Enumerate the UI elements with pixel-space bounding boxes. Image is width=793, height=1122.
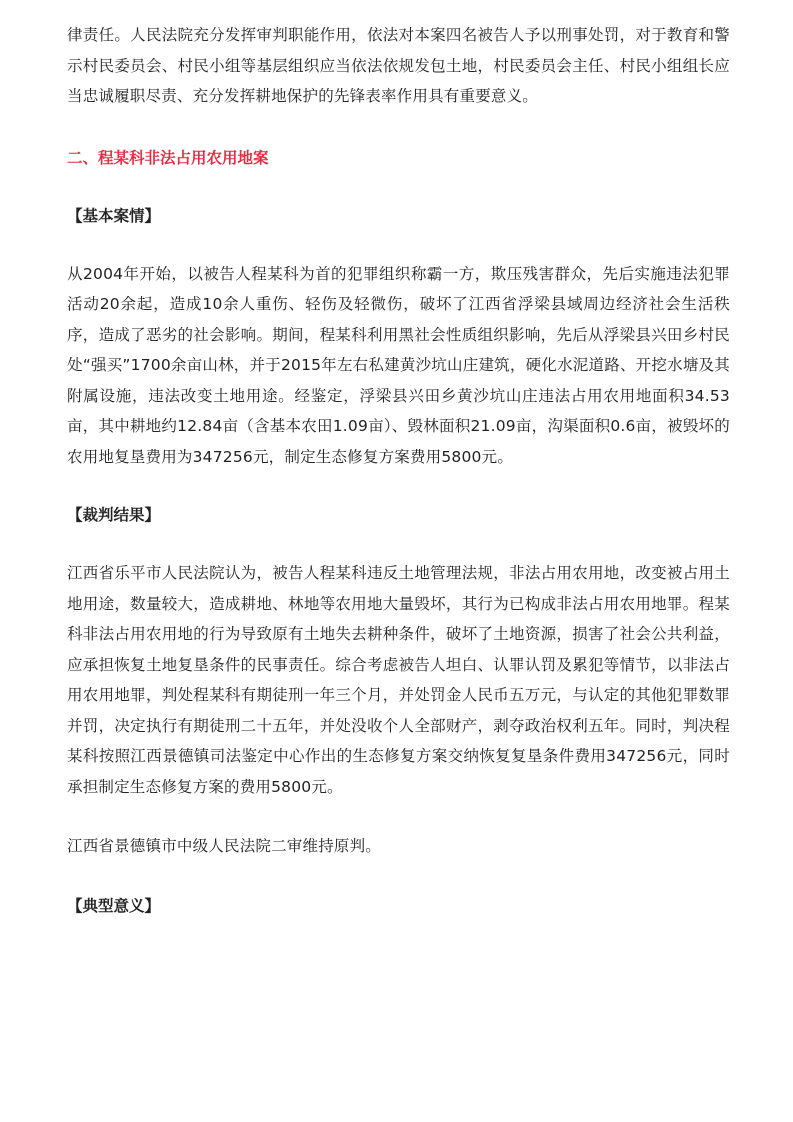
case-title: 二、程某科非法占用农用地案 (67, 148, 269, 167)
judgment-paragraph: 江西省乐平市人民法院认为，被告人程某科违反土地管理法规，非法占用农用地，改变被占用土地用途，数量较大，造成耕地、林地等农用地大量毁坏，其行为已构成非法占用农用地罪。程某科非法占用农用地的行为导致原有土地失去耕种条件，破坏了土地资源，损害了社会公共利益，应承担恢复土地复垦条件的民事责任。综合考虑被告人坦白、认罪认罚及累犯等情节，以非法占用农用地罪，判处程某科有期徒刑一年三个月，并处罚金人民币五万元，与认定的其他犯罪数罪并罚，决定执行有期徒刑二十五年，并处没收个人全部财产，剥夺政治权利五年。同时，判决程某科按照江西景德镇司法鉴定中心作出的生态修复方案交纳恢复复垦条件费用347256元，同时承担制定生态修复方案的费用5800元。 (67, 564, 730, 796)
basic-facts-heading: 【基本案情】 (67, 206, 161, 225)
document-page (67, 20, 730, 921)
appeal-paragraph: 江西省景德镇市中级人民法院二审维持原判。 (67, 837, 382, 855)
continuation-paragraph: 律责任。人民法院充分发挥审判职能作用，依法对本案四名被告人予以刑事处罚，对于教育和警示村民委员会、村民小组等基层组织应当依法依规发包土地，村民委员会主任、村民小组组长应当忠诚履职尽责、充分发挥耕地保护的先锋表率作用具有重要意义。 (67, 26, 730, 105)
basic-facts-paragraph: 从2004年开始，以被告人程某科为首的犯罪组织称霸一方，欺压残害群众，先后实施违法犯罪活动20余起，造成10余人重伤、轻伤及轻微伤，破坏了江西省浮梁县域周边经济社会生活秩序，造成了恶劣的社会影响。期间，程某科利用黑社会性质组织影响，先后从浮梁县兴田乡村民处“强买”1700余亩山林，并于2015年左右私建黄沙坑山庄建筑，硬化水泥道路、开挖水塘及其附属设施，违法改变土地用途。经鉴定，浮梁县兴田乡黄沙坑山庄违法占用农用地面积34.53亩，其中耕地约12.84亩（含基本农田1.09亩）、毁林面积21.09亩，沟渠面积0.6亩，被毁坏的农用地复垦费用为347256元，制定生态修复方案费用5800元。 (67, 264, 730, 466)
significance-heading: 【典型意义】 (67, 896, 161, 915)
judgment-heading: 【裁判结果】 (67, 506, 161, 524)
